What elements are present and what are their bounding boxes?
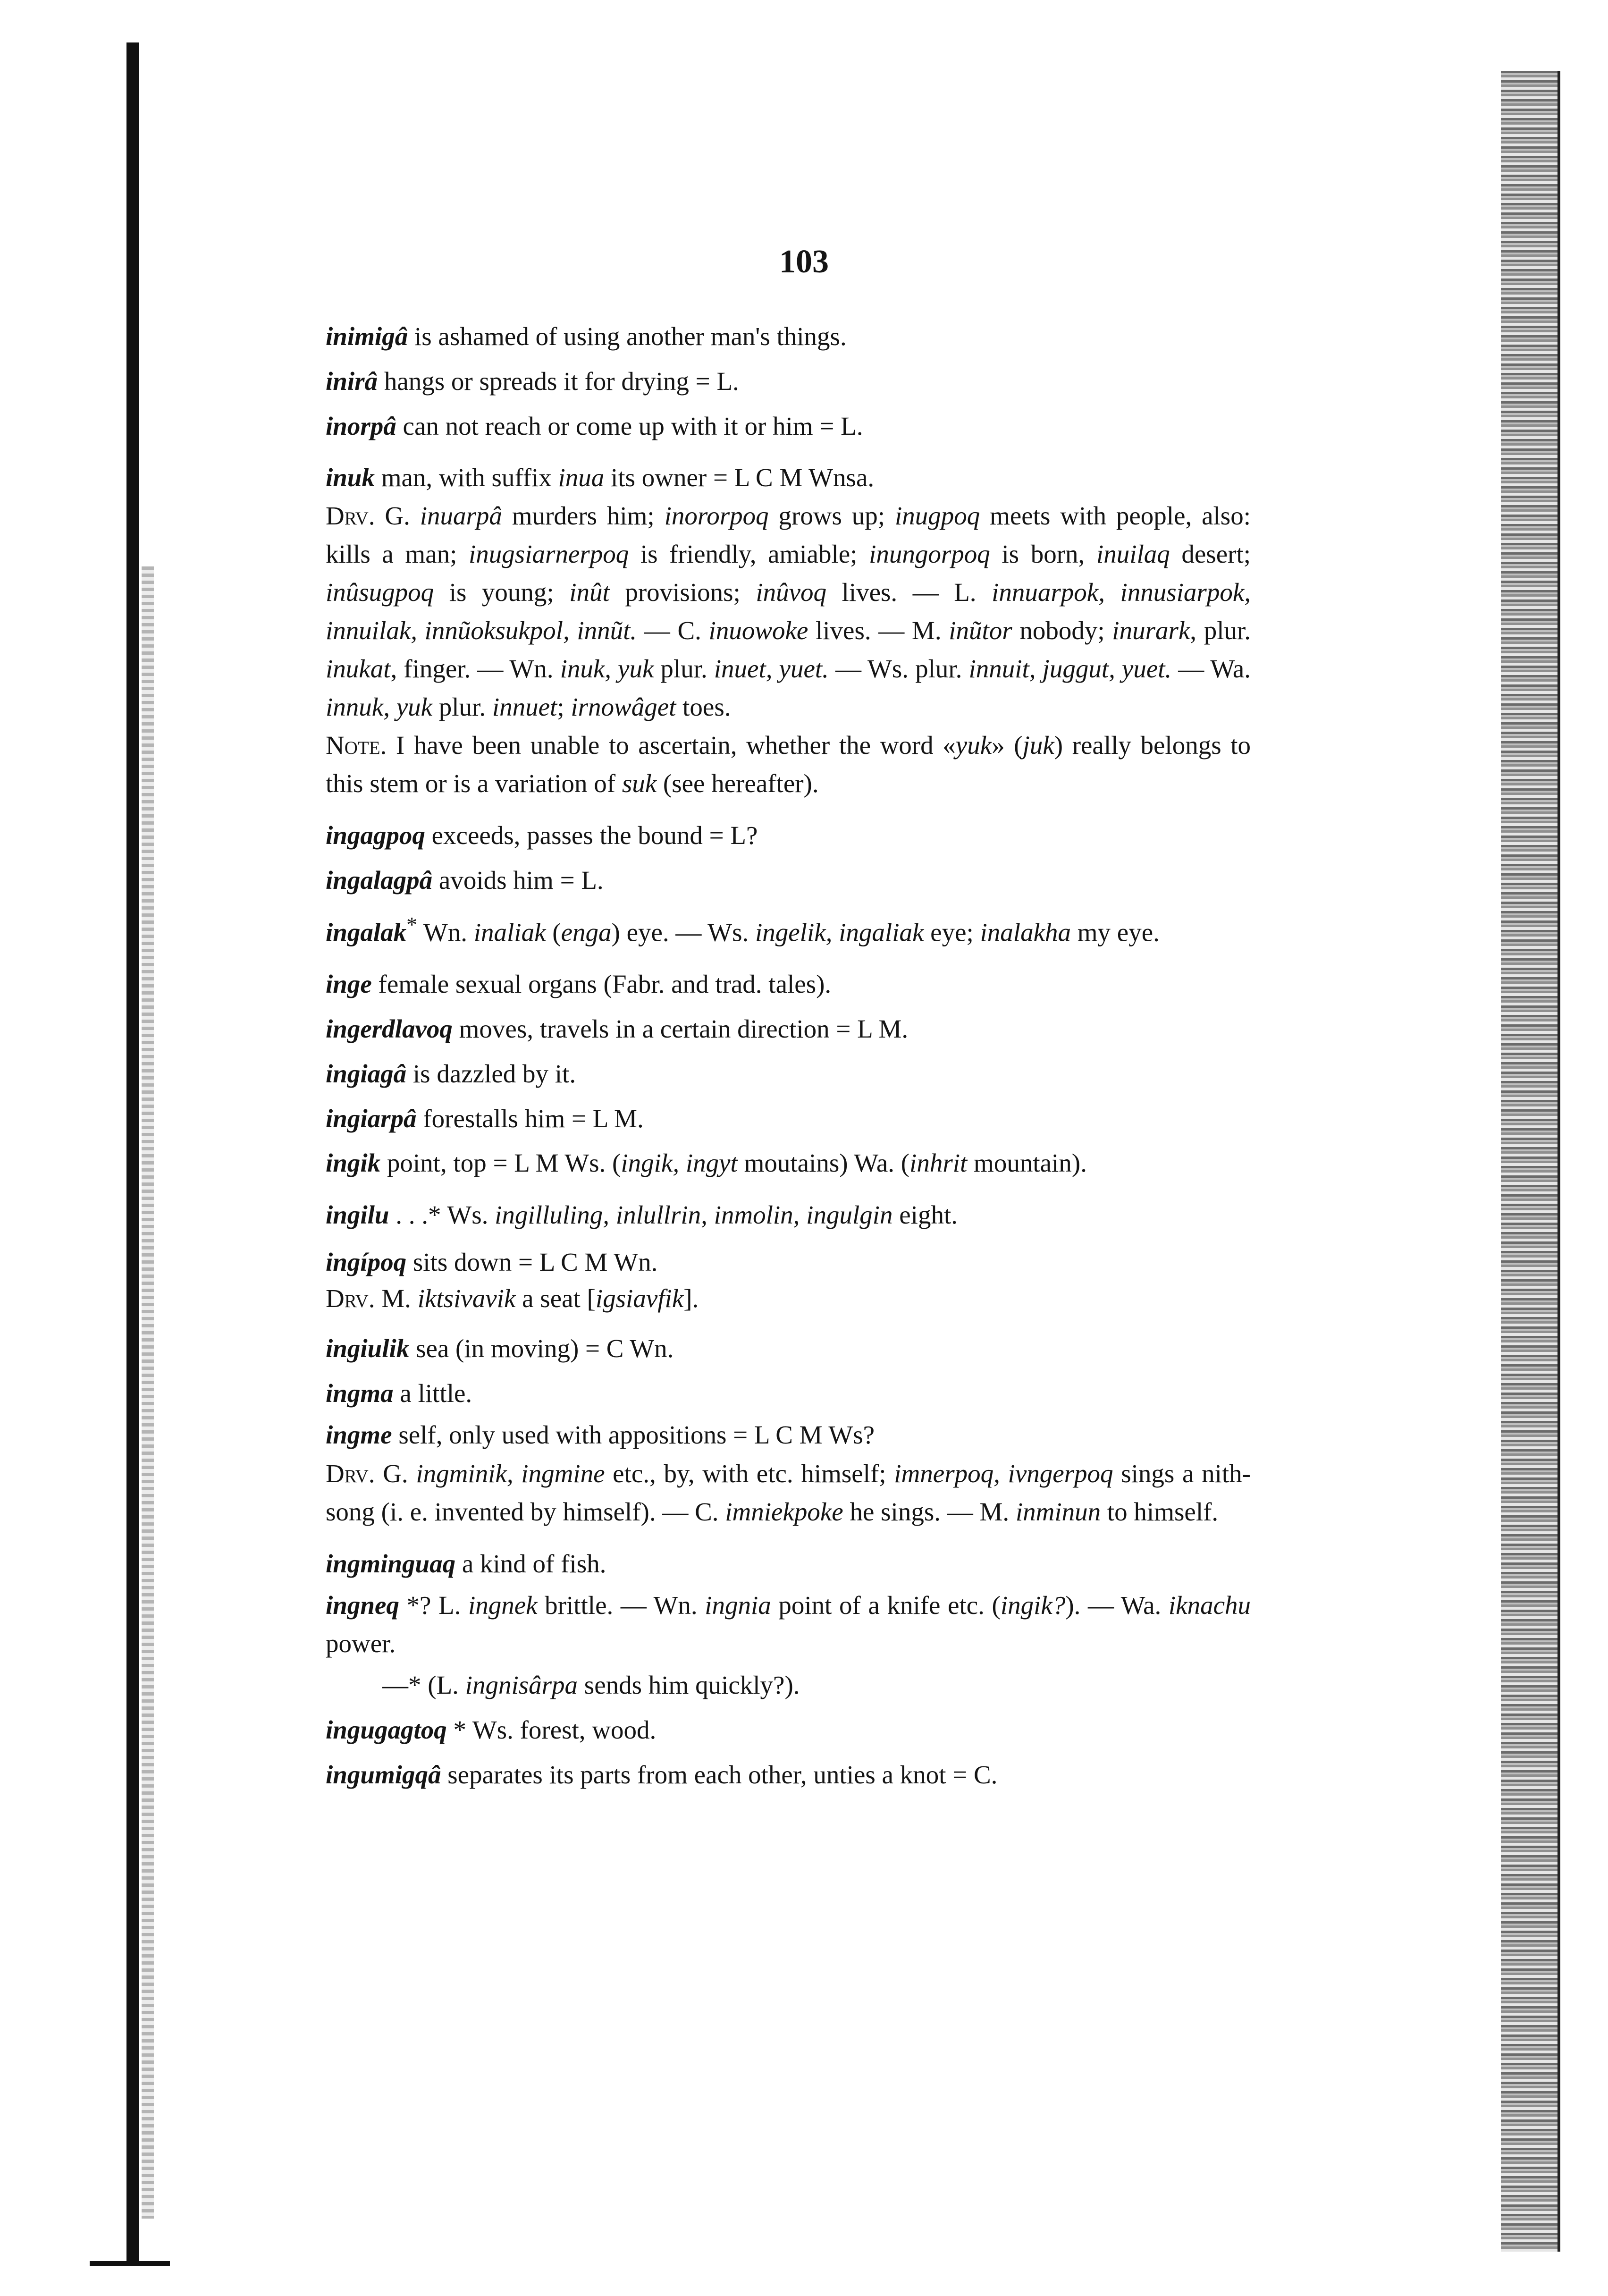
- text: , finger. — Wn.: [390, 654, 560, 683]
- definition: Ws. forest, wood.: [466, 1715, 657, 1745]
- text: grows up;: [768, 501, 895, 530]
- text: point of a knife etc. (: [771, 1591, 1001, 1620]
- text: mountain).: [967, 1148, 1087, 1178]
- definition: avoids him = L.: [432, 866, 604, 895]
- page-edge-right: [1501, 71, 1557, 2252]
- word-form: imniekpoke: [725, 1497, 843, 1527]
- entry-ingerdlavoq: [326, 1006, 1251, 1051]
- word-form: inuarpâ: [420, 501, 502, 530]
- dash: —: [382, 1671, 408, 1700]
- word-form: ingik, ingyt: [621, 1148, 738, 1178]
- text: eight.: [892, 1200, 958, 1230]
- text: is born,: [990, 540, 1096, 568]
- entry-ingme: [326, 1416, 1251, 1454]
- mark: *: [408, 1671, 421, 1700]
- entry-inimiga: [326, 314, 1251, 359]
- word-form: ingilluling, inlullrin, inmolin, ingulgin: [495, 1200, 893, 1230]
- word-form: ingelik, ingaliak: [755, 918, 924, 947]
- headword: ingumigqâ: [326, 1760, 441, 1790]
- headword: ingiarpâ: [326, 1104, 417, 1133]
- definition: can not reach or come up with it or him = L.: [396, 412, 863, 440]
- word-form: innuarpok, innusiarpok, innuilak, innũoksukpol, innũt.: [326, 578, 1251, 645]
- definition: forestalls him = L M.: [416, 1104, 644, 1133]
- note-inuk: [326, 726, 1251, 802]
- headword: ingilu: [326, 1200, 389, 1230]
- text: provisions;: [609, 578, 756, 607]
- word-form: innuk, yuk: [326, 692, 433, 721]
- entry-inuk: [326, 459, 1251, 497]
- word-form: inalakha: [980, 918, 1071, 947]
- text: brittle. — Wn.: [537, 1591, 705, 1620]
- text: eye;: [924, 918, 980, 947]
- text: ) really belongs to this stem or is a variation of: [326, 731, 1251, 798]
- headword: ingípoq: [326, 1248, 407, 1277]
- headword: inirâ: [326, 367, 378, 396]
- text: nobody;: [1012, 616, 1112, 645]
- word-form: inût: [569, 578, 610, 607]
- derivations-inuk: [326, 497, 1251, 726]
- word-form: enga: [561, 918, 612, 947]
- word-form: innuet: [492, 692, 557, 721]
- text: point, top = L M Ws. (: [380, 1148, 621, 1178]
- headword: ingminguaq: [326, 1549, 456, 1578]
- text: power.: [326, 1629, 396, 1658]
- headword: inimigâ: [326, 322, 408, 351]
- text: a seat [: [515, 1284, 596, 1313]
- headword: ingme: [326, 1420, 392, 1450]
- headword: ingalagpâ: [326, 866, 433, 895]
- text: ].: [683, 1284, 699, 1313]
- entry-ingugagtoq: [326, 1707, 1251, 1752]
- word-form: inũtor: [949, 616, 1012, 645]
- mark: *: [446, 1715, 466, 1745]
- headword: inuk: [326, 463, 375, 492]
- entry-ingiarpa: [326, 1096, 1251, 1141]
- word-form: inuet, yuet.: [714, 654, 829, 683]
- entry-ingilu: [326, 1192, 1251, 1237]
- dictionary-column: [326, 314, 1251, 1797]
- entry-inira: [326, 359, 1251, 404]
- word-form: inhrit: [909, 1148, 968, 1178]
- definition: exceeds, passes the bound = L?: [425, 821, 758, 850]
- text: moutains) Wa. (: [737, 1148, 910, 1178]
- entry-ingalagpa: [326, 858, 1251, 903]
- mark: . . .*: [389, 1200, 441, 1230]
- headword: ingagpoq: [326, 821, 425, 850]
- text: is young;: [434, 578, 570, 607]
- definition: sits down = L C M Wn.: [406, 1248, 658, 1277]
- word-form: inûvoq: [756, 578, 827, 607]
- headword: ingiulik: [326, 1334, 410, 1363]
- text: plur.: [432, 692, 492, 721]
- definition-text: its owner = L C M Wnsa.: [604, 463, 875, 492]
- text: lives. — M.: [808, 616, 949, 645]
- entry-ingagpoq: [326, 813, 1251, 858]
- entry-inge: [326, 962, 1251, 1006]
- text: — C.: [637, 616, 709, 645]
- word-form: inûsugpoq: [326, 578, 434, 607]
- drv-label: Drv.: [326, 1284, 375, 1313]
- binding-shadow-left: [126, 42, 139, 2261]
- entry-ingiaga: [326, 1051, 1251, 1096]
- word-form: inua: [558, 463, 605, 492]
- word-form: iktsivavik: [417, 1284, 516, 1313]
- text: G.: [375, 501, 420, 530]
- text: meets with people, also: kills a man;: [326, 501, 1251, 568]
- word-form: ingnia: [705, 1591, 771, 1620]
- text: I have been unable to ascertain, whether the word «: [387, 731, 956, 760]
- headword: inge: [326, 970, 372, 999]
- page-number: 103: [779, 244, 829, 280]
- text: M.: [375, 1284, 418, 1313]
- headword: ingneq: [326, 1591, 399, 1620]
- entry-ingalak: [326, 905, 1251, 951]
- word-form: irnowâget: [571, 692, 676, 721]
- word-form: juk: [1022, 731, 1054, 760]
- headword: ingugagtoq: [326, 1715, 447, 1745]
- word-form: inuk, yuk: [560, 654, 654, 683]
- entry-ingik: [326, 1144, 1251, 1182]
- definition-text: man, with suffix: [374, 463, 558, 492]
- word-form: ingnek: [468, 1591, 538, 1620]
- derivations-ingipoq: [326, 1282, 1251, 1316]
- text: » (: [992, 731, 1023, 760]
- text: toes.: [676, 692, 731, 721]
- word-form: ingik?: [1000, 1591, 1066, 1620]
- word-form: igsiavfik: [595, 1284, 684, 1313]
- text: (: [546, 918, 561, 947]
- definition: is ashamed of using another man's things.: [408, 322, 847, 351]
- entry-ingumigqa: [326, 1752, 1251, 1797]
- word-form: ingminik, ingmine: [416, 1459, 605, 1488]
- text: ;: [557, 692, 571, 721]
- word-form: inuowoke: [708, 616, 808, 645]
- text: desert;: [1170, 540, 1251, 568]
- text: to himself.: [1101, 1497, 1219, 1527]
- definition: a kind of fish.: [455, 1549, 606, 1578]
- text: — Wa.: [1171, 654, 1251, 683]
- word-form: inurark: [1112, 616, 1190, 645]
- word-form: imnerpoq, ivngerpoq: [894, 1459, 1113, 1488]
- headword: ingik: [326, 1148, 381, 1178]
- text: sends him quickly?).: [578, 1671, 800, 1700]
- text: etc., by, with etc. himself;: [605, 1459, 894, 1488]
- mark: *?: [399, 1591, 431, 1620]
- definition: hangs or spreads it for drying = L.: [378, 367, 739, 396]
- text: Ws.: [441, 1200, 495, 1230]
- drv-label: Drv.: [326, 501, 375, 530]
- entry-ingneq: [326, 1586, 1251, 1663]
- text: he sings. — M.: [843, 1497, 1016, 1527]
- entry-ingipoq: [326, 1243, 1251, 1282]
- word-form: innuit, juggut, yuet.: [968, 654, 1172, 683]
- headword: ingiagâ: [326, 1059, 407, 1089]
- text: ) eye. — Ws.: [611, 918, 755, 947]
- word-form: inororpoq: [664, 501, 769, 530]
- entry-dash: [326, 1663, 1251, 1707]
- word-form: inugpoq: [894, 501, 980, 530]
- text: G.: [375, 1459, 416, 1488]
- entry-ingiulik: [326, 1326, 1251, 1371]
- definition: a little.: [393, 1379, 472, 1408]
- derivations-ingme: [326, 1454, 1251, 1531]
- page-edge-right-line: [1557, 71, 1560, 2252]
- text: — Ws. plur.: [828, 654, 969, 683]
- word-form: inaliak: [473, 918, 546, 947]
- note-label: Note.: [326, 731, 387, 760]
- word-form: yuk: [955, 731, 992, 760]
- text: is friendly, amiable;: [629, 540, 869, 568]
- headword: ingma: [326, 1379, 394, 1408]
- text: (see hereafter).: [657, 769, 819, 798]
- entry-ingminguaq: [326, 1541, 1251, 1586]
- text: Wn.: [417, 918, 474, 947]
- binding-texture-left: [142, 566, 154, 2219]
- corner-mark: [90, 2261, 170, 2266]
- entry-inorpa: [326, 404, 1251, 448]
- definition: moves, travels in a certain direction = L M.: [452, 1014, 909, 1044]
- headword: ingalak: [326, 918, 407, 947]
- text: lives. — L.: [826, 578, 992, 607]
- text: L.: [431, 1591, 468, 1620]
- text: ). — Wa.: [1065, 1591, 1169, 1620]
- text: plur.: [654, 654, 714, 683]
- headword: ingerdlavoq: [326, 1014, 453, 1044]
- mark: *: [406, 912, 418, 937]
- text: murders him;: [502, 501, 665, 530]
- word-form: inuilaq: [1096, 540, 1170, 568]
- word-form: inugsiarnerpoq: [469, 540, 629, 568]
- text: sings a nith-song (i. e. invented by himself). — C.: [326, 1459, 1251, 1527]
- word-form: ingnisârpa: [465, 1671, 578, 1700]
- word-form: inminun: [1015, 1497, 1101, 1527]
- drv-label: Drv.: [326, 1459, 375, 1488]
- text: (L.: [421, 1671, 465, 1700]
- definition: is dazzled by it.: [406, 1059, 576, 1089]
- definition: self, only used with appositions = L C M Ws?: [392, 1420, 875, 1450]
- definition: separates its parts from each other, unties a knot = C.: [441, 1760, 998, 1790]
- text: , plur.: [1190, 616, 1251, 645]
- word-form: iknachu: [1168, 1591, 1251, 1620]
- word-form: suk: [622, 769, 657, 798]
- entry-ingma: [326, 1371, 1251, 1416]
- definition: sea (in moving) = C Wn.: [409, 1334, 674, 1363]
- text: my eye.: [1071, 918, 1160, 947]
- headword: inorpâ: [326, 412, 396, 440]
- definition: female sexual organs (Fabr. and trad. tales).: [371, 970, 832, 999]
- word-form: inukat: [326, 654, 391, 683]
- word-form: inungorpoq: [869, 540, 990, 568]
